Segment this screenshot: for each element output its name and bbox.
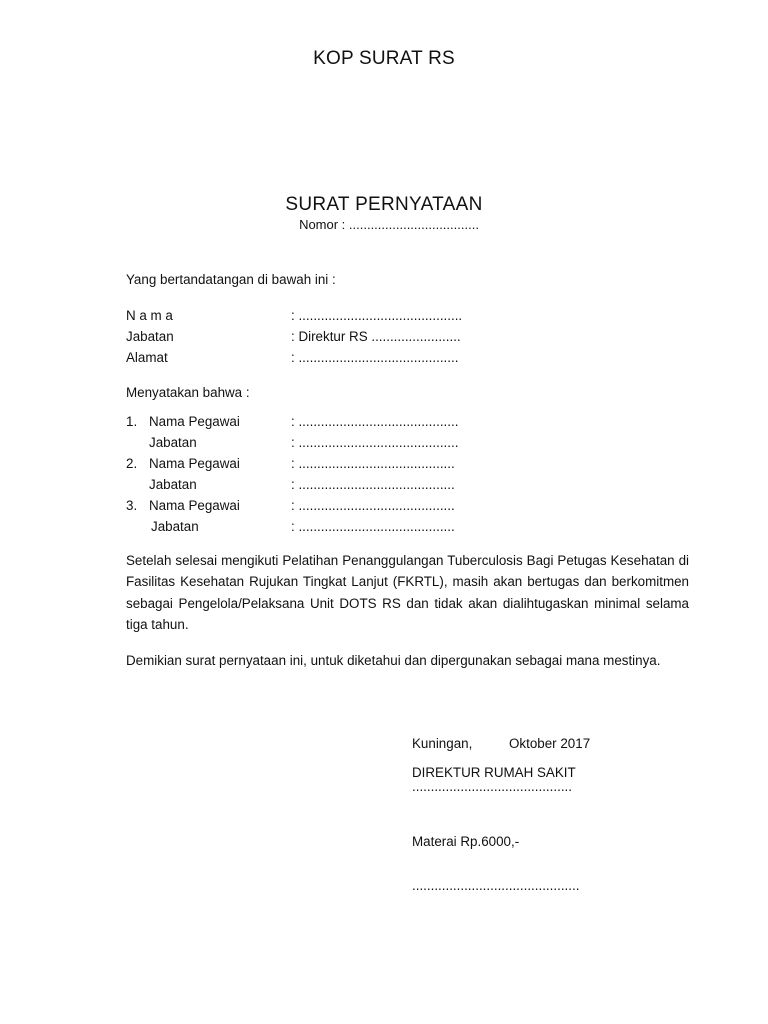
closing-paragraph: Demikian surat pernyataan ini, untuk diketahui dan dipergunakan sebagai mana mestinya.: [126, 653, 661, 668]
body-paragraph: Setelah selesai mengikuti Pelatihan Penanggulangan Tuberculosis Bagi Petugas Kesehatan di Fasilitas Kesehatan Rujukan Tingkat Lanjut (FKRTL), masih akan bertugas dan berkomitmen sebagai Pengelola/Pelaksana Unit DOTS RS dan tidak akan dialihtugaskan minimal selama tiga tahun.: [126, 553, 689, 632]
employee-job-label: Jabatan: [149, 477, 197, 492]
employee-job-value: : ..........................................: [291, 519, 455, 534]
field-value-alamat: : ...........................................: [291, 350, 459, 365]
employee-number: 3.: [126, 498, 138, 513]
intro-text: Yang bertandatangan di bawah ini :: [126, 272, 336, 287]
field-label-alamat: Alamat: [126, 350, 168, 365]
employee-job-value: : ..........................................: [291, 477, 455, 492]
signer-name-line: ...........................................: [412, 779, 572, 794]
declare-intro: Menyatakan bahwa :: [126, 385, 250, 400]
materai-note: Materai Rp.6000,-: [412, 834, 520, 849]
signature-line: .............................................: [412, 878, 580, 893]
letterhead-title: KOP SURAT RS: [313, 48, 455, 69]
document-title: SURAT PERNYATAAN: [285, 194, 483, 215]
employee-name-value: : ..........................................: [291, 456, 455, 471]
employee-name-value: : ..........................................: [291, 498, 455, 513]
signer-position: DIREKTUR RUMAH SAKIT: [412, 765, 576, 780]
employee-name-label: Nama Pegawai: [149, 456, 240, 471]
employee-name-label: Nama Pegawai: [149, 414, 240, 429]
employee-number: 2.: [126, 456, 138, 471]
document-number: Nomor : ....................................: [299, 217, 479, 232]
employee-job-label: Jabatan: [151, 519, 199, 534]
employee-number: 1.: [126, 414, 138, 429]
employee-job-value: : ...........................................: [291, 435, 459, 450]
employee-name-value: : ...........................................: [291, 414, 459, 429]
field-value-nama: : ............................................: [291, 308, 463, 323]
field-label-jabatan: Jabatan: [126, 329, 174, 344]
field-value-jabatan: : Direktur RS ........................: [291, 329, 461, 344]
employee-job-label: Jabatan: [149, 435, 197, 450]
signature-date: Oktober 2017: [509, 736, 591, 751]
field-label-nama: N a m a: [126, 308, 173, 323]
employee-name-label: Nama Pegawai: [149, 498, 240, 513]
signature-place: Kuningan,: [412, 736, 473, 751]
